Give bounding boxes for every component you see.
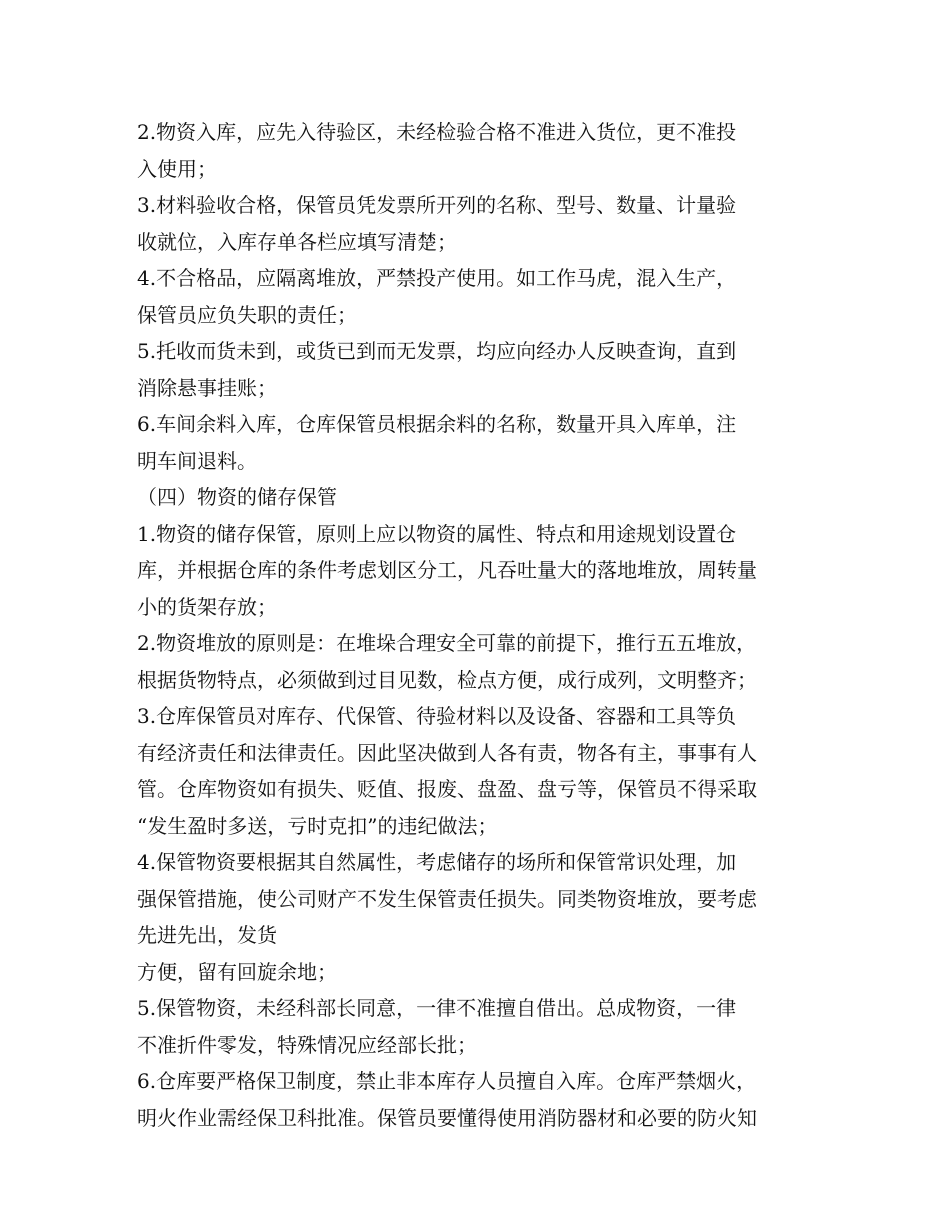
text-line: 4.不合格品，应隔离堆放，严禁投产使用。如工作马虎，混入生产， xyxy=(137,266,737,290)
text-line: “发生盈时多送，亏时克扣”的违纪做法； xyxy=(137,813,498,838)
text-line: 5.托收而货未到，或货已到而无发票，均应向经办人反映查询，直到 xyxy=(137,339,737,363)
text-line: 小的货架存放； xyxy=(137,594,277,619)
text-line: 消除悬事挂账； xyxy=(137,375,277,400)
text-line: 6.车间余料入库，仓库保管员根据余料的名称，数量开具入库单，注 xyxy=(137,412,737,436)
text-line: 库，并根据仓库的条件考虑划区分工，凡吞吐量大的落地堆放，周转量 xyxy=(137,558,757,582)
text-line: 保管员应负失职的责任； xyxy=(137,302,357,327)
text-line: 4.保管物资要根据其自然属性，考虑储存的场所和保管常识处理，加 xyxy=(137,850,737,874)
text-line: 方便，留有回旋余地； xyxy=(137,959,337,984)
text-line: 3.材料验收合格，保管员凭发票所开列的名称、型号、数量、计量验 xyxy=(137,193,737,217)
text-line: 入使用； xyxy=(137,156,217,181)
text-line: 强保管措施，使公司财产不发生保管责任损失。同类物资堆放，要考虑 xyxy=(137,886,757,911)
text-line: 明火作业需经保卫科批准。保管员要懂得使用消防器材和必要的防火知 xyxy=(137,1105,757,1130)
text-line: 根据货物特点，必须做到过目见数，检点方便，成行成列，文明整齐； xyxy=(137,667,757,692)
text-line: 明车间退料。 xyxy=(137,448,257,473)
text-line: 2.物资入库，应先入待验区，未经检验合格不准进入货位，更不准投 xyxy=(137,120,737,144)
section-heading: （四）物资的储存保管 xyxy=(137,485,337,509)
text-line: 3.仓库保管员对库存、代保管、待验材料以及设备、容器和工具等负 xyxy=(137,704,737,728)
text-line: 2.物资堆放的原则是：在堆垛合理安全可靠的前提下，推行五五堆放， xyxy=(137,631,757,655)
text-line: 1.物资的储存保管，原则上应以物资的属性、特点和用途规划设置仓 xyxy=(137,521,737,546)
text-line: 有经济责任和法律责任。因此坚决做到人各有责，物各有主，事事有人 xyxy=(137,740,757,765)
text-line: 收就位，入库存单各栏应填写清楚； xyxy=(137,229,457,254)
text-line: 5.保管物资，未经科部长同意，一律不准擅自借出。总成物资，一律 xyxy=(137,996,737,1020)
text-line: 先进先出，发货 xyxy=(137,923,277,947)
text-line: 不准折件零发，特殊情况应经部长批； xyxy=(137,1032,477,1057)
text-line: 6.仓库要严格保卫制度，禁止非本库存人员擅自入库。仓库严禁烟火， xyxy=(137,1069,757,1093)
text-line: 管。仓库物资如有损失、贬值、报废、盘盈、盘亏等，保管员不得采取 xyxy=(137,777,757,801)
document-body xyxy=(137,114,827,1136)
